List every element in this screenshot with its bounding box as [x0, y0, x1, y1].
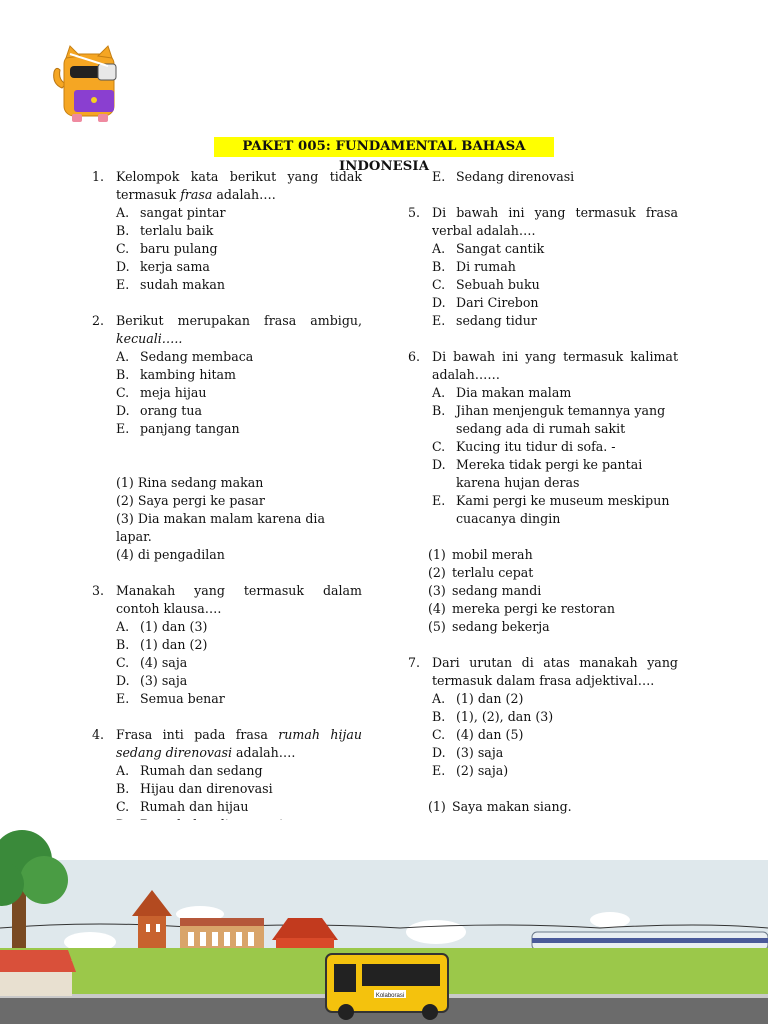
statement: (3) Dia makan malam karena dia lapar. — [116, 511, 325, 544]
statement-list — [428, 546, 678, 636]
question-4 — [92, 726, 362, 762]
options-q3 — [116, 618, 362, 708]
question-number: 4. — [92, 727, 105, 742]
option: A. Rumah dan sedang — [116, 763, 263, 778]
question-number: 5. — [408, 205, 421, 220]
option: B. (1) dan (2) — [116, 637, 208, 652]
statement: (3) sedang mandi — [428, 583, 542, 598]
question-number: 3. — [92, 583, 105, 598]
question-number: 6. — [408, 349, 421, 364]
options-q6 — [432, 384, 678, 528]
question-7 — [408, 654, 678, 690]
question-text: Kelompok kata berikut yang tidak termasuk frasa adalah…. — [116, 169, 362, 202]
question-text: Manakah yang termasuk dalam contoh klausa…. — [116, 583, 362, 616]
option: D. (3) saja — [432, 745, 504, 760]
option: C. baru pulang — [116, 241, 218, 256]
statement-list-next — [428, 798, 678, 816]
option: B. Jihan menjenguk temannya yang sedang ada di rumah sakit — [432, 403, 666, 436]
option: E. Sedang direnovasi — [432, 169, 575, 184]
question-2 — [92, 312, 362, 348]
option: B. (1), (2), dan (3) — [432, 709, 554, 724]
options-q7 — [432, 690, 678, 780]
statement: (5) sedang bekerja — [428, 619, 550, 634]
option: D. (3) saja — [116, 673, 188, 688]
option: E. panjang tangan — [116, 421, 240, 436]
page-title: PAKET 005: FUNDAMENTAL BAHASA INDONESIA — [214, 137, 554, 157]
option: C. Kucing itu tidur di sofa. - — [432, 439, 616, 454]
option: E. Semua benar — [116, 691, 225, 706]
option: A. Sangat cantik — [432, 241, 545, 256]
question-3 — [92, 582, 362, 618]
question-number: 2. — [92, 313, 105, 328]
option: B. Hijau dan direnovasi — [116, 781, 273, 796]
option: A. Sedang membaca — [116, 349, 254, 364]
question-text: Dari urutan di atas manakah yang termasuk dalam frasa adjektival…. — [432, 655, 678, 688]
option: D. Dari Cirebon — [432, 295, 539, 310]
question-6 — [408, 348, 678, 384]
question-text: Di bawah ini yang termasuk frasa verbal adalah…. — [432, 205, 678, 238]
option: E. (2) saja) — [432, 763, 509, 778]
question-1 — [92, 168, 362, 204]
options-q1 — [116, 204, 362, 294]
statement: (4) di pengadilan — [116, 547, 225, 562]
option: C. (4) dan (5) — [432, 727, 524, 742]
question-text: Di bawah ini yang termasuk kalimat adalah…… — [432, 349, 678, 382]
option: B. kambing hitam — [116, 367, 236, 382]
options-q4-continued — [432, 168, 678, 186]
option: E. sedang tidur — [432, 313, 537, 328]
option: C. (4) saja — [116, 655, 188, 670]
city-scene-illustration — [0, 820, 768, 1024]
option: E. sudah makan — [116, 277, 225, 292]
statement: (1) Rina sedang makan — [116, 475, 264, 490]
statement: (1) Saya makan siang. — [428, 799, 572, 814]
option: A. (1) dan (3) — [116, 619, 208, 634]
option: D. kerja sama — [116, 259, 210, 274]
option: C. Rumah dan hijau — [116, 799, 249, 814]
option: C. meja hijau — [116, 385, 207, 400]
option: A. Dia makan malam — [432, 385, 572, 400]
question-5 — [408, 204, 678, 240]
option: D. orang tua — [116, 403, 202, 418]
option: A. (1) dan (2) — [432, 691, 524, 706]
option: C. Sebuah buku — [432, 277, 540, 292]
statement: (2) Saya pergi ke pasar — [116, 493, 265, 508]
question-text: Berikut merupakan frasa ambigu, kecuali….. — [116, 313, 362, 346]
option: E. Kami pergi ke museum meskipun cuacanya dingin — [432, 493, 670, 526]
option: B. terlalu baik — [116, 223, 214, 238]
question-number: 7. — [408, 655, 421, 670]
right-column — [408, 168, 678, 816]
bus-sign-text: Kolaborasi — [375, 993, 405, 999]
options-q2 — [116, 348, 362, 438]
option: B. Di rumah — [432, 259, 516, 274]
statement-list — [116, 474, 362, 564]
option: D. Mereka tidak pergi ke pantai karena hujan deras — [432, 457, 643, 490]
statement: (2) terlalu cepat — [428, 565, 534, 580]
option: A. sangat pintar — [116, 205, 226, 220]
statement: (1) mobil merah — [428, 547, 533, 562]
question-number: 1. — [92, 169, 105, 184]
left-column — [92, 168, 362, 834]
statement: (4) mereka pergi ke restoran — [428, 601, 615, 616]
question-text: Frasa inti pada frasa rumah hijau sedang direnovasi adalah…. — [116, 727, 363, 760]
cat-mascot-logo — [48, 44, 122, 124]
options-q5 — [432, 240, 678, 330]
